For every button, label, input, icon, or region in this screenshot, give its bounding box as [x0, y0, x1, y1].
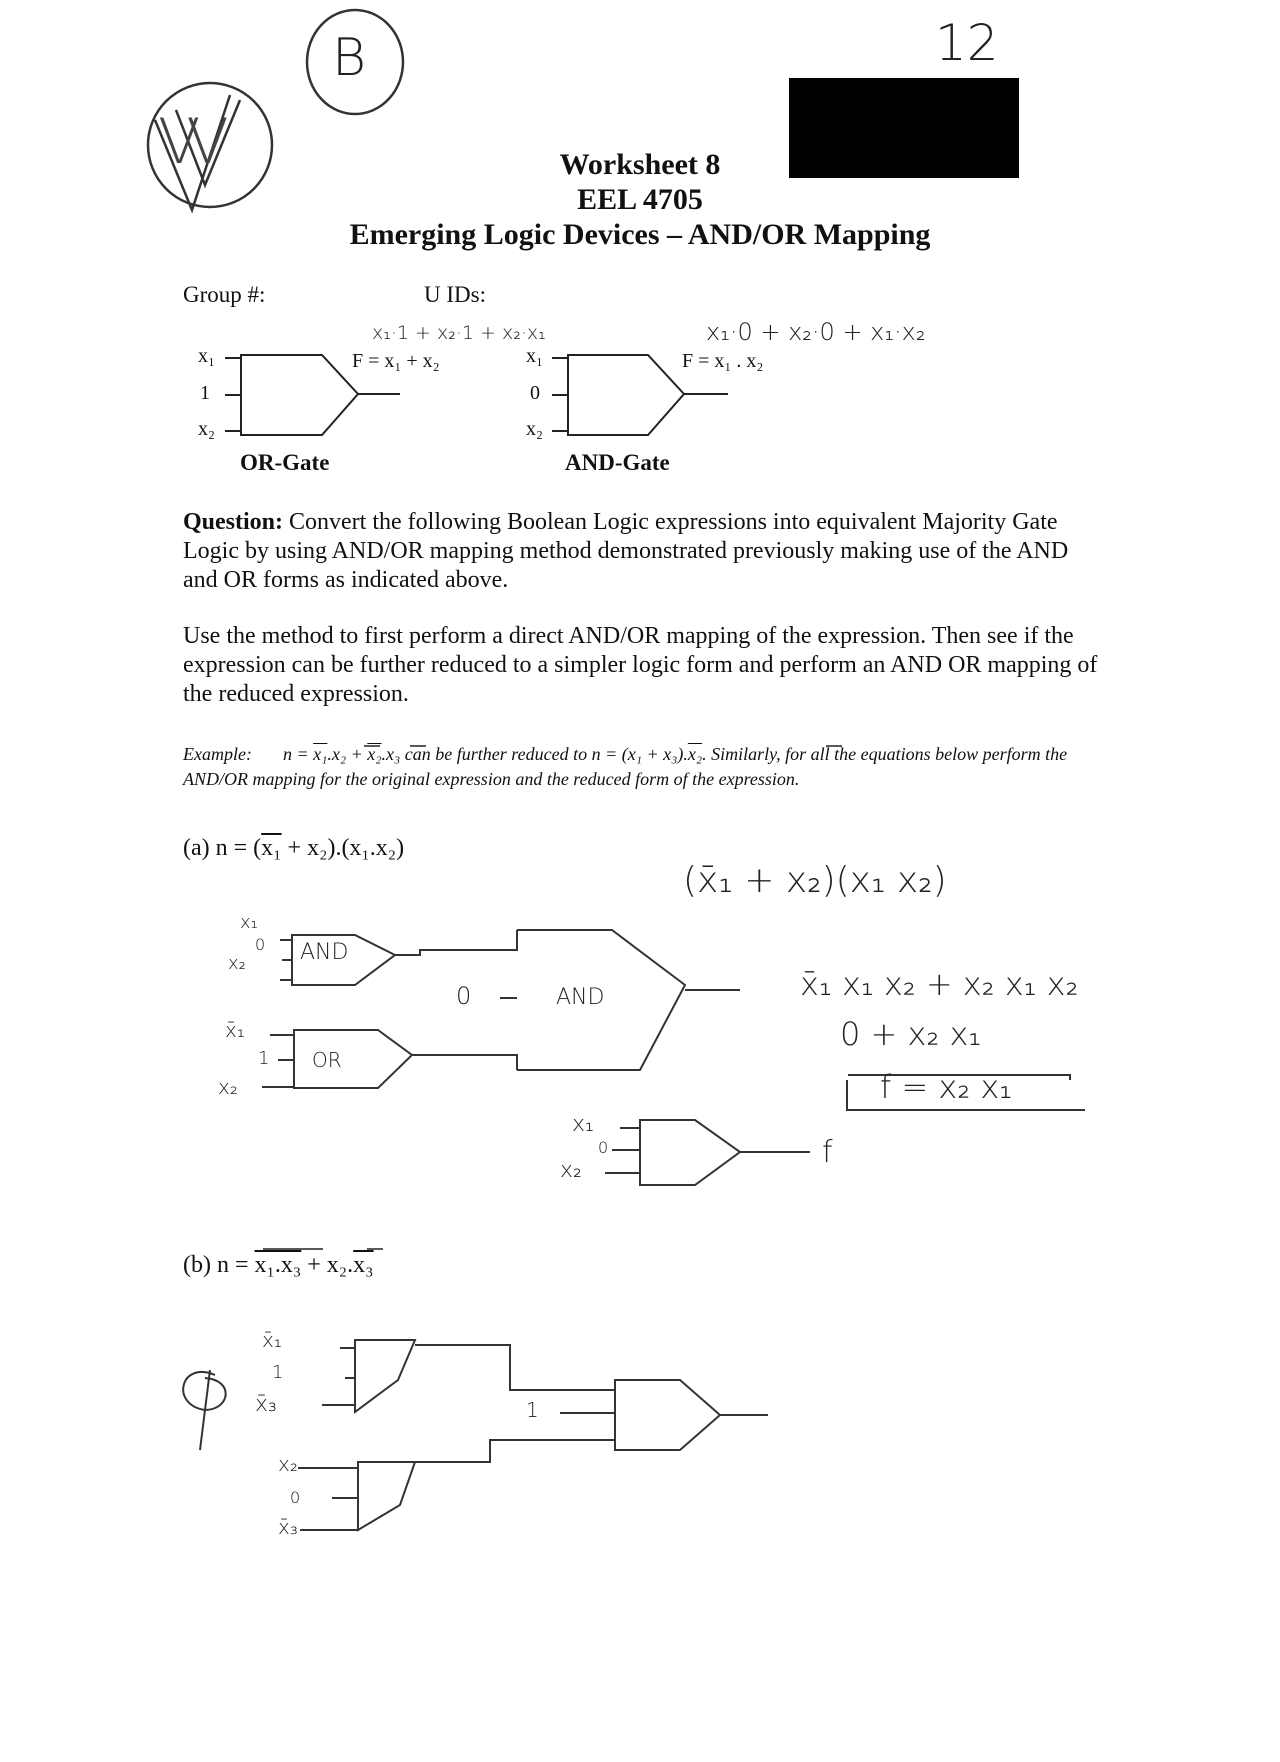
part-a-gate2-label: OR [312, 1048, 342, 1072]
or-gate-input-3: x₂ [198, 418, 215, 440]
part-b-expr-pre: n = [216, 1252, 255, 1278]
part-b-gate3-extra-input: 1 [526, 1398, 539, 1422]
example-expr-n: n = [282, 744, 314, 764]
part-b-gate1-input-3: x̄₃ [255, 1392, 277, 1417]
part-a-hand-step1: x̄₁ x₁ x₂ + x₂ x₁ x₂ [800, 965, 1079, 1003]
part-a-label: (a) [183, 835, 210, 861]
example-expr-x1-bar: x₁ [313, 744, 328, 764]
part-b-expr-mid: + x₂. [301, 1252, 354, 1278]
part-a-gate1-input-1: x₁ [240, 912, 258, 933]
part-b-gate1-input-1: x̄₁ [262, 1328, 282, 1352]
part-a-expr-post: + x₂).(x₁.x₂) [281, 835, 405, 861]
part-b-expr-bar1: x₁.x₃ [254, 1252, 302, 1278]
or-gate-formula: F = x₁ + x₂ [352, 350, 440, 372]
part-a-expr-pre: n = ( [215, 835, 262, 861]
example-reduced-expr: n = (x₁ + x₃). [591, 744, 688, 764]
part-a-hand-result: f = x₂ x₁ [880, 1068, 1013, 1106]
or-gate-caption: OR-Gate [240, 450, 330, 475]
part-b-circuit [183, 1340, 768, 1530]
and-gate-input-2: 0 [530, 382, 540, 404]
and-gate-caption: AND-Gate [565, 450, 670, 475]
part-b-expr-bar2: x₃ [353, 1252, 374, 1278]
or-gate-input-1: x₁ [198, 345, 215, 367]
example-paragraph [183, 742, 1103, 792]
grade-stamp-letter: B [332, 28, 367, 88]
example-label: Example: [183, 744, 252, 764]
and-gate-input-1: x₁ [526, 345, 543, 367]
group-label: Group #: [183, 282, 266, 307]
part-a-hand-step2: 0 + x₂ x₁ [840, 1015, 982, 1053]
instructions-paragraph: Use the method to first perform a direct AND/OR mapping of the expression. Then see if the expression can be further reduced to a simpler logic form and perform an AND OR mapping of the reduced expression. [183, 623, 1098, 707]
part-b-gate1-input-2: 1 [272, 1362, 284, 1383]
question-paragraph [183, 508, 1103, 595]
initials-stamp-letters: VV [158, 105, 215, 178]
example-reduced-bar: x₂ [687, 744, 703, 764]
and-gate-handwritten-note: x₁·0 + x₂·0 + x₁·x₂ [706, 318, 926, 346]
example-expr-mid2: .x₃ [381, 744, 401, 764]
part-a-expr-bar: x₁ [261, 835, 282, 861]
example-reduced-text: can be further reduced to [400, 744, 592, 764]
course-code: EEL 4705 [577, 183, 703, 216]
or-gate-handwritten-note: x₁·1 + x₂·1 + x₂·x₁ [372, 322, 546, 344]
example-expr-x2-bar: x₂ [367, 744, 382, 764]
example-expr-mid1: .x₂ + [327, 744, 368, 764]
part-b-gate2-input-2: 0 [290, 1488, 301, 1507]
question-label: Question: [183, 509, 284, 535]
part-b-gate2-input-3: x̄₃ [278, 1515, 298, 1539]
worksheet-title: Worksheet 8 [559, 148, 721, 181]
part-a-gate2-input-2: 1 [258, 1048, 270, 1069]
and-gate-formula: F = x₁ . x₂ [682, 350, 764, 372]
part-a-gate3-extra-input: 0 [456, 982, 472, 1010]
worksheet-subtitle: Emerging Logic Devices – AND/OR Mapping [349, 218, 931, 251]
part-a-gate4-input-3: x₂ [560, 1158, 582, 1183]
part-a-gate4-input-1: x₁ [572, 1112, 594, 1137]
part-a-gate1-label: AND [300, 940, 349, 965]
part-a-gate1-input-2: 0 [255, 935, 266, 954]
part-b-expression [183, 1252, 374, 1279]
part-a-gate4-output: f [822, 1135, 833, 1170]
part-a-gate4-input-2: 0 [598, 1138, 609, 1157]
part-b-gate2-input-1: x₂ [278, 1452, 298, 1476]
and-gate-input-3: x₂ [526, 418, 543, 440]
or-gate-input-2: 1 [200, 382, 210, 404]
uids-label: U IDs: [424, 282, 486, 307]
part-a-gate3-label: AND [556, 985, 605, 1010]
example-tail: . Similarly, for all the equations below perform the AND/OR mapping for the original expression and the reduced form of the expression. [183, 744, 1068, 789]
part-a-hand-expression: (x̄₁ + x₂)(x₁ x₂) [683, 860, 947, 901]
page-number: 12 [935, 14, 999, 72]
part-a-expression [183, 835, 404, 862]
part-a-gate2-input-3: x₂ [218, 1075, 238, 1099]
part-a-gate2-input-1: x̄₁ [225, 1018, 245, 1042]
question-text: Convert the following Boolean Logic expressions into equivalent Majority Gate Logic by using AND/OR mapping method demonstrated previously making use of the AND and OR forms as indicated above. [183, 509, 1069, 593]
part-b-label: (b) [183, 1252, 211, 1278]
part-a-gate1-input-3: x₂ [228, 953, 246, 974]
